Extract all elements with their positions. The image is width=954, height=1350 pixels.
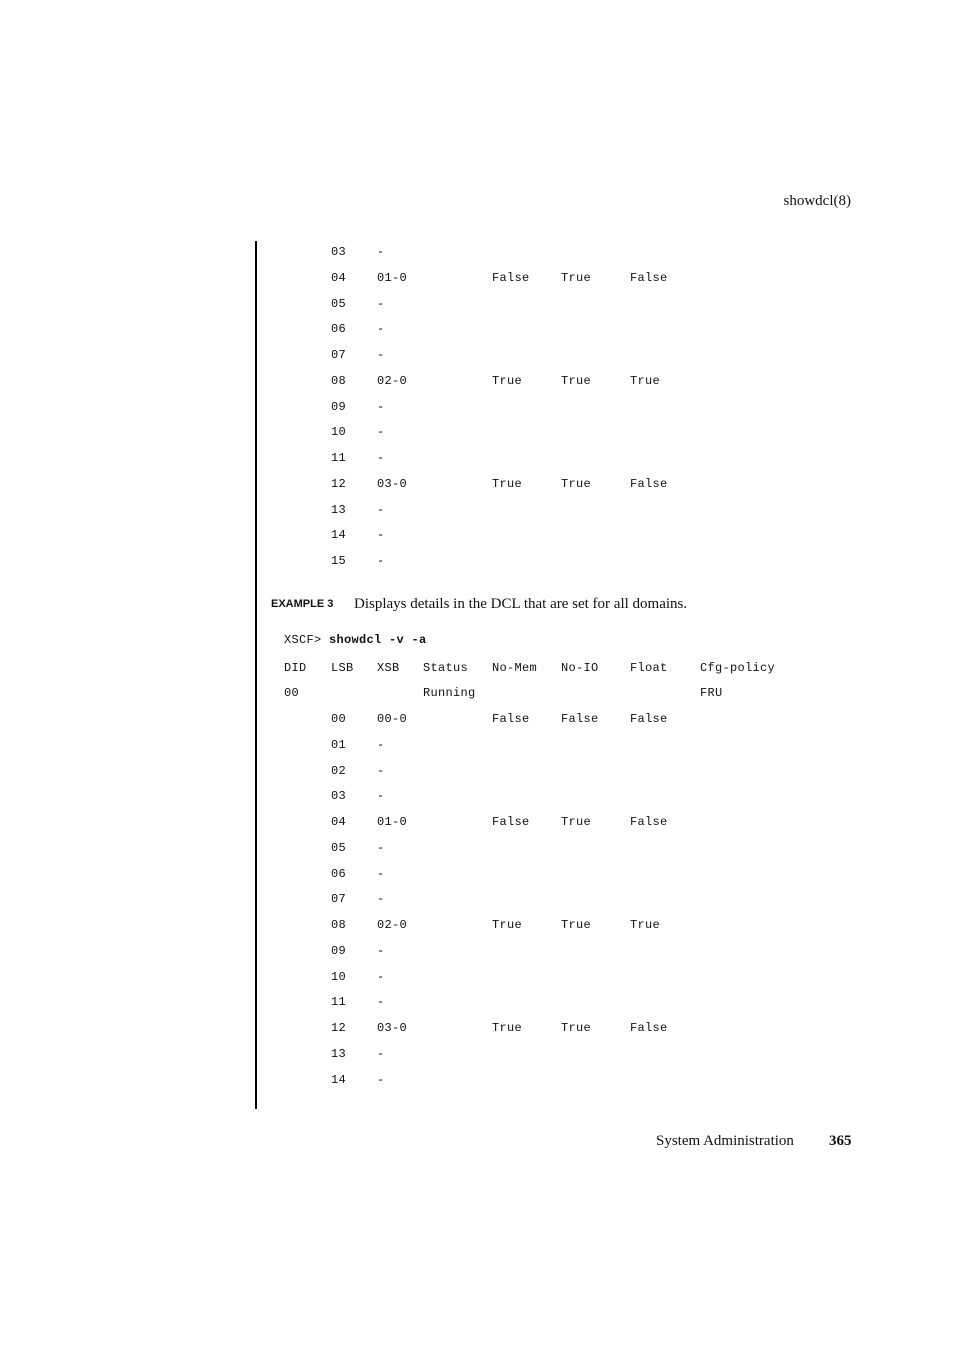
lsb-cell: 03 (331, 789, 347, 804)
lsb-cell: 11 (331, 995, 347, 1010)
xsb-cell: - (377, 789, 385, 804)
table-row (0, 399, 954, 415)
xsb-cell: 02-0 (377, 373, 408, 388)
xsb-cell: - (377, 399, 385, 414)
footer-section-title: System Administration (656, 1133, 794, 1149)
xsb-cell: - (377, 245, 385, 259)
xsb-cell: - (377, 554, 385, 568)
lsb-cell: 01 (331, 737, 347, 752)
col-header-cfg-policy: Cfg-policy (700, 661, 776, 675)
col-header-did: DID (284, 661, 307, 675)
lsb-cell: 12 (331, 1021, 347, 1035)
float-cell: False (630, 1021, 668, 1035)
table-row (0, 244, 954, 260)
nomem-cell: True (492, 476, 523, 491)
nomem-cell: False (492, 712, 530, 726)
lsb-cell: 10 (331, 969, 347, 984)
lsb-cell: 06 (331, 322, 347, 337)
float-cell: True (630, 918, 661, 932)
xsb-cell: - (377, 1046, 385, 1061)
xsb-cell: - (377, 528, 385, 543)
table-row (0, 347, 954, 363)
xsb-cell: - (377, 348, 385, 362)
domain-cfg-policy: FRU (700, 686, 723, 700)
table-row (0, 814, 954, 830)
lsb-cell: 13 (331, 502, 347, 517)
table-row (0, 969, 954, 985)
xsb-cell: - (377, 737, 385, 752)
example-label: EXAMPLE 3 (271, 598, 334, 610)
col-header-float: Float (630, 661, 668, 675)
xsb-cell: - (377, 296, 385, 311)
col-header-status: Status (423, 661, 469, 675)
domain-status: Running (423, 686, 476, 700)
xsb-cell: - (377, 969, 385, 984)
xsb-cell: 03-0 (377, 1021, 408, 1035)
nomem-cell: True (492, 1021, 523, 1035)
table-row (0, 711, 954, 727)
lsb-cell: 05 (331, 840, 347, 855)
domain-row (0, 685, 954, 701)
command-prompt: XSCF> (284, 633, 330, 647)
xsb-cell: - (377, 502, 385, 517)
col-header-nomem: No-Mem (492, 661, 538, 675)
xsb-cell: - (377, 840, 385, 855)
nomem-cell: True (492, 373, 523, 388)
lsb-cell: 14 (331, 1072, 347, 1087)
xsb-cell: 03-0 (377, 476, 408, 491)
lsb-cell: 14 (331, 528, 347, 543)
nomem-cell: False (492, 270, 530, 285)
table-row (0, 1046, 954, 1062)
command-text: showdcl -v -a (329, 633, 427, 647)
lsb-cell: 08 (331, 373, 347, 388)
lsb-cell: 06 (331, 866, 347, 881)
example-description: Displays details in the DCL that are set for all domains. (354, 596, 688, 612)
table-row (0, 917, 954, 933)
xsb-cell: - (377, 451, 385, 465)
noio-cell: True (561, 815, 592, 829)
xsb-cell: 02-0 (377, 918, 408, 932)
table-row (0, 476, 954, 492)
noio-cell: True (561, 918, 592, 932)
noio-cell: True (561, 270, 592, 285)
xsb-cell: - (377, 866, 385, 881)
lsb-cell: 08 (331, 918, 347, 932)
nomem-cell: True (492, 918, 523, 932)
lsb-cell: 02 (331, 763, 347, 778)
lsb-cell: 03 (331, 245, 347, 259)
lsb-cell: 13 (331, 1046, 347, 1061)
table-row (0, 527, 954, 543)
xsb-cell: - (377, 1072, 385, 1087)
float-cell: False (630, 712, 668, 726)
table-row (0, 943, 954, 959)
xsb-cell: 01-0 (377, 815, 408, 829)
lsb-cell: 10 (331, 425, 347, 440)
xsb-cell: 00-0 (377, 712, 408, 726)
xsb-cell: 01-0 (377, 270, 408, 285)
table-row (0, 296, 954, 312)
lsb-cell: 09 (331, 399, 347, 414)
lsb-cell: 12 (331, 476, 347, 491)
table-row (0, 737, 954, 753)
col-header-noio: No-IO (561, 661, 599, 675)
table-row (0, 450, 954, 466)
table-row (0, 891, 954, 907)
lsb-cell: 04 (331, 815, 347, 829)
float-cell: False (630, 476, 668, 491)
col-header-xsb: XSB (377, 661, 400, 675)
table-row (0, 373, 954, 389)
command-line (284, 633, 427, 647)
domain-id: 00 (284, 686, 300, 700)
float-cell: True (630, 373, 661, 388)
table-row (0, 424, 954, 440)
table-row (0, 502, 954, 518)
nomem-cell: False (492, 815, 530, 829)
noio-cell: True (561, 373, 592, 388)
lsb-cell: 04 (331, 270, 347, 285)
xsb-cell: - (377, 322, 385, 337)
xsb-cell: - (377, 943, 385, 958)
table-row (0, 994, 954, 1010)
lsb-cell: 00 (331, 712, 347, 726)
table-row (0, 1020, 954, 1036)
col-header-lsb: LSB (331, 661, 354, 675)
table-row (0, 1072, 954, 1088)
table-row (0, 270, 954, 286)
lsb-cell: 09 (331, 943, 347, 958)
page-number: 365 (829, 1133, 852, 1149)
lsb-cell: 07 (331, 348, 347, 362)
running-header-title: showdcl(8) (783, 193, 851, 209)
xsb-cell: - (377, 763, 385, 778)
table-row (0, 840, 954, 856)
xsb-cell: - (377, 425, 385, 440)
table-row (0, 321, 954, 337)
table-row (0, 763, 954, 779)
noio-cell: True (561, 1021, 592, 1035)
table-header-row (0, 660, 954, 676)
xsb-cell: - (377, 892, 385, 907)
lsb-cell: 15 (331, 554, 347, 568)
lsb-cell: 11 (331, 451, 347, 465)
table-row (0, 553, 954, 569)
float-cell: False (630, 815, 668, 829)
float-cell: False (630, 270, 668, 285)
lsb-cell: 05 (331, 296, 347, 311)
noio-cell: False (561, 712, 599, 726)
lsb-cell: 07 (331, 892, 347, 907)
xsb-cell: - (377, 995, 385, 1010)
noio-cell: True (561, 476, 592, 491)
table-row (0, 866, 954, 882)
table-row (0, 788, 954, 804)
